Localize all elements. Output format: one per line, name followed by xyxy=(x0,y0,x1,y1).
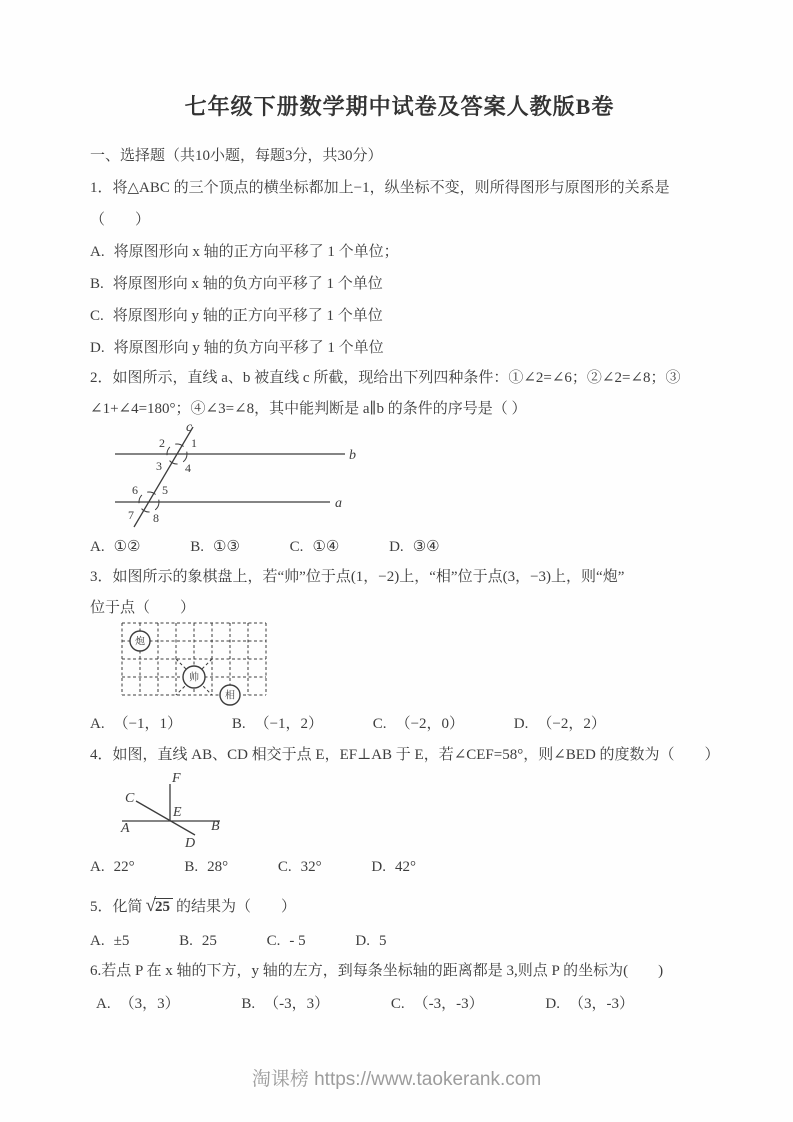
option-label: C. xyxy=(390,996,405,1012)
question-5 xyxy=(90,892,709,952)
option-text: 将原图形向 y 轴的正方向平移了 1 个单位 xyxy=(112,308,383,324)
angle-label-4: 4 xyxy=(185,461,191,475)
point-label-f: F xyxy=(172,771,181,786)
option-label: A. xyxy=(90,539,105,555)
q1-option-c xyxy=(90,306,709,327)
q6-option-c xyxy=(391,994,484,1015)
q5-prefix: 5．化简 xyxy=(90,899,143,915)
option-label: C. xyxy=(372,716,387,732)
q5-suffix: 的结果为（ ） xyxy=(175,899,296,915)
q5-option-c xyxy=(267,931,306,952)
option-text: 42° xyxy=(394,859,416,875)
option-label: B. xyxy=(179,933,193,949)
option-label: C. xyxy=(266,933,281,949)
question-4 xyxy=(90,745,720,878)
q6-text-line1: 6.若点 P 在 x 轴的下方，y 轴的左方，到每条坐标轴的距离都是 3,则点 P 的坐标为( ) xyxy=(90,963,664,979)
point-label-e: E xyxy=(173,805,182,820)
question-1 xyxy=(90,178,709,359)
q4-option-d xyxy=(371,857,416,878)
angle-label-1: 1 xyxy=(191,436,197,450)
radicand: 25 xyxy=(154,898,173,915)
q3-text-line2: 位于点（ ） xyxy=(90,600,196,616)
option-text: （-3，3） xyxy=(264,996,330,1012)
option-text: （3，3） xyxy=(119,996,180,1012)
q4-options xyxy=(90,857,709,878)
q1-answer-blank: （ ） xyxy=(90,212,151,228)
option-text: （−2，2） xyxy=(537,716,606,732)
piece-shuai xyxy=(183,666,205,688)
option-label: D. xyxy=(513,716,529,732)
option-text: （3，-3） xyxy=(568,996,634,1012)
option-label: A. xyxy=(90,933,105,949)
point-label-b: B xyxy=(211,819,220,834)
q4-text-line1: 4．如图，直线 AB、CD 相交于点 E，EF⊥AB 于 E，若∠CEF=58°，则∠BED 的度数为（ ） xyxy=(90,747,720,763)
q1-option-b xyxy=(90,274,709,295)
q3-option-a xyxy=(90,714,182,735)
option-text: 5 xyxy=(378,933,387,949)
question-2 xyxy=(90,368,709,558)
point-label-c: C xyxy=(125,791,135,806)
piece-shuai-label: 帅 xyxy=(189,672,199,684)
question-3 xyxy=(90,567,709,735)
q4-option-b xyxy=(184,857,228,878)
option-label: A. xyxy=(90,244,105,260)
q2-option-c xyxy=(290,537,340,558)
q2-options xyxy=(90,537,709,558)
option-label: A. xyxy=(90,716,105,732)
option-label: B. xyxy=(241,996,256,1012)
q4-option-a xyxy=(90,857,135,878)
option-text: ±5 xyxy=(113,933,130,949)
piece-xiang xyxy=(220,685,240,705)
q3-option-b xyxy=(232,714,323,735)
option-label: D. xyxy=(545,996,560,1012)
option-text: （-3，-3） xyxy=(413,996,484,1012)
q6-option-d xyxy=(545,994,634,1015)
q2-text-line2: ∠1+∠4=180°；④∠3=∠8，其中能判断是 a∥b 的条件的序号是（ ） xyxy=(90,401,527,417)
q2-text-line1: 2．如图所示，直线 a、b 被直线 c 所截，现给出下列四种条件：①∠2=∠6；②∠2=∠8；③ xyxy=(90,370,681,386)
line-b-label: b xyxy=(349,448,356,463)
option-text: （−2，0） xyxy=(395,716,465,732)
page-title: 七年级下册数学期中试卷及答案人教版B卷 xyxy=(184,94,615,119)
q3-option-c xyxy=(373,714,464,735)
line-cd xyxy=(136,801,195,835)
q4-option-c xyxy=(278,857,322,878)
option-label: D. xyxy=(389,539,404,555)
option-text: 28° xyxy=(207,859,229,875)
q3-option-d xyxy=(514,714,606,735)
q6-options xyxy=(90,994,709,1015)
q6-option-b xyxy=(241,994,329,1015)
option-text: ①③ xyxy=(213,539,240,555)
option-text: 22° xyxy=(113,859,135,875)
q5-text-line1 xyxy=(90,892,709,921)
q1-option-d xyxy=(90,338,709,359)
angle-label-2: 2 xyxy=(159,436,165,450)
option-label: D. xyxy=(355,933,370,949)
q2-option-d xyxy=(389,537,440,558)
q5-option-b xyxy=(179,931,217,952)
option-text: ①④ xyxy=(312,539,340,555)
option-text: （−1，1） xyxy=(113,716,183,732)
piece-pao xyxy=(130,631,150,651)
option-text: ③④ xyxy=(412,539,440,555)
option-text: - 5 xyxy=(289,933,306,949)
section-header: 一、选择题（共10小题，每题3分，共30分） xyxy=(90,148,383,164)
footer-watermark: 淘课榜 https://www.taokerank.com xyxy=(251,1069,542,1090)
option-text: 将原图形向 x 轴的负方向平移了 1 个单位 xyxy=(112,276,383,292)
angle-label-5: 5 xyxy=(162,483,168,497)
line-c-label: c xyxy=(186,420,193,435)
option-text: 32° xyxy=(300,859,322,875)
option-label: C. xyxy=(289,539,304,555)
radical-sign: √ xyxy=(145,895,156,916)
q3-text-line1: 3．如图所示的象棋盘上，若“帅”位于点(1，−2)上，“相”位于点(3，−3)上，则“炮” xyxy=(90,569,625,585)
q2-option-a xyxy=(90,537,141,558)
q5-option-a xyxy=(90,931,129,952)
line-a-label: a xyxy=(335,496,342,511)
option-label: B. xyxy=(231,716,246,732)
option-label: D. xyxy=(90,340,105,356)
piece-xiang-label: 相 xyxy=(225,690,235,702)
angle-label-3: 3 xyxy=(156,459,162,473)
option-text: 将原图形向 y 轴的负方向平移了 1 个单位 xyxy=(113,340,384,356)
square-root-expression xyxy=(146,892,173,921)
q1-text-line1: 1．将△ABC 的三个顶点的横坐标都加上−1，纵坐标不变，则所得图形与原图形的关系是 xyxy=(90,180,670,196)
option-label: A. xyxy=(96,996,111,1012)
option-label: B. xyxy=(184,859,199,875)
option-text: （−1，2） xyxy=(254,716,324,732)
angle-label-8: 8 xyxy=(153,511,159,525)
option-text: ①② xyxy=(113,539,141,555)
option-text: 25 xyxy=(201,933,217,949)
intersecting-lines-figure xyxy=(114,768,234,850)
angle-label-6: 6 xyxy=(132,483,138,497)
option-label: D. xyxy=(371,859,386,875)
option-label: B. xyxy=(190,539,205,555)
option-label: C. xyxy=(90,308,104,324)
option-label: C. xyxy=(277,859,292,875)
option-label: A. xyxy=(90,859,105,875)
point-label-a: A xyxy=(121,821,130,836)
chessboard-figure xyxy=(118,619,283,711)
q2-option-b xyxy=(190,537,240,558)
q5-options xyxy=(90,931,709,952)
q5-option-d xyxy=(355,931,386,952)
angle-label-7: 7 xyxy=(128,508,134,522)
piece-pao-label: 炮 xyxy=(135,636,145,648)
point-label-d: D xyxy=(185,836,196,850)
transversal-figure xyxy=(102,420,382,532)
q6-option-a xyxy=(96,994,180,1015)
question-6 xyxy=(90,961,709,1015)
option-text: 将原图形向 x 轴的正方向平移了 1 个单位； xyxy=(113,244,399,260)
q3-options xyxy=(90,714,709,735)
q1-option-a xyxy=(90,242,709,263)
option-label: B. xyxy=(90,276,104,292)
